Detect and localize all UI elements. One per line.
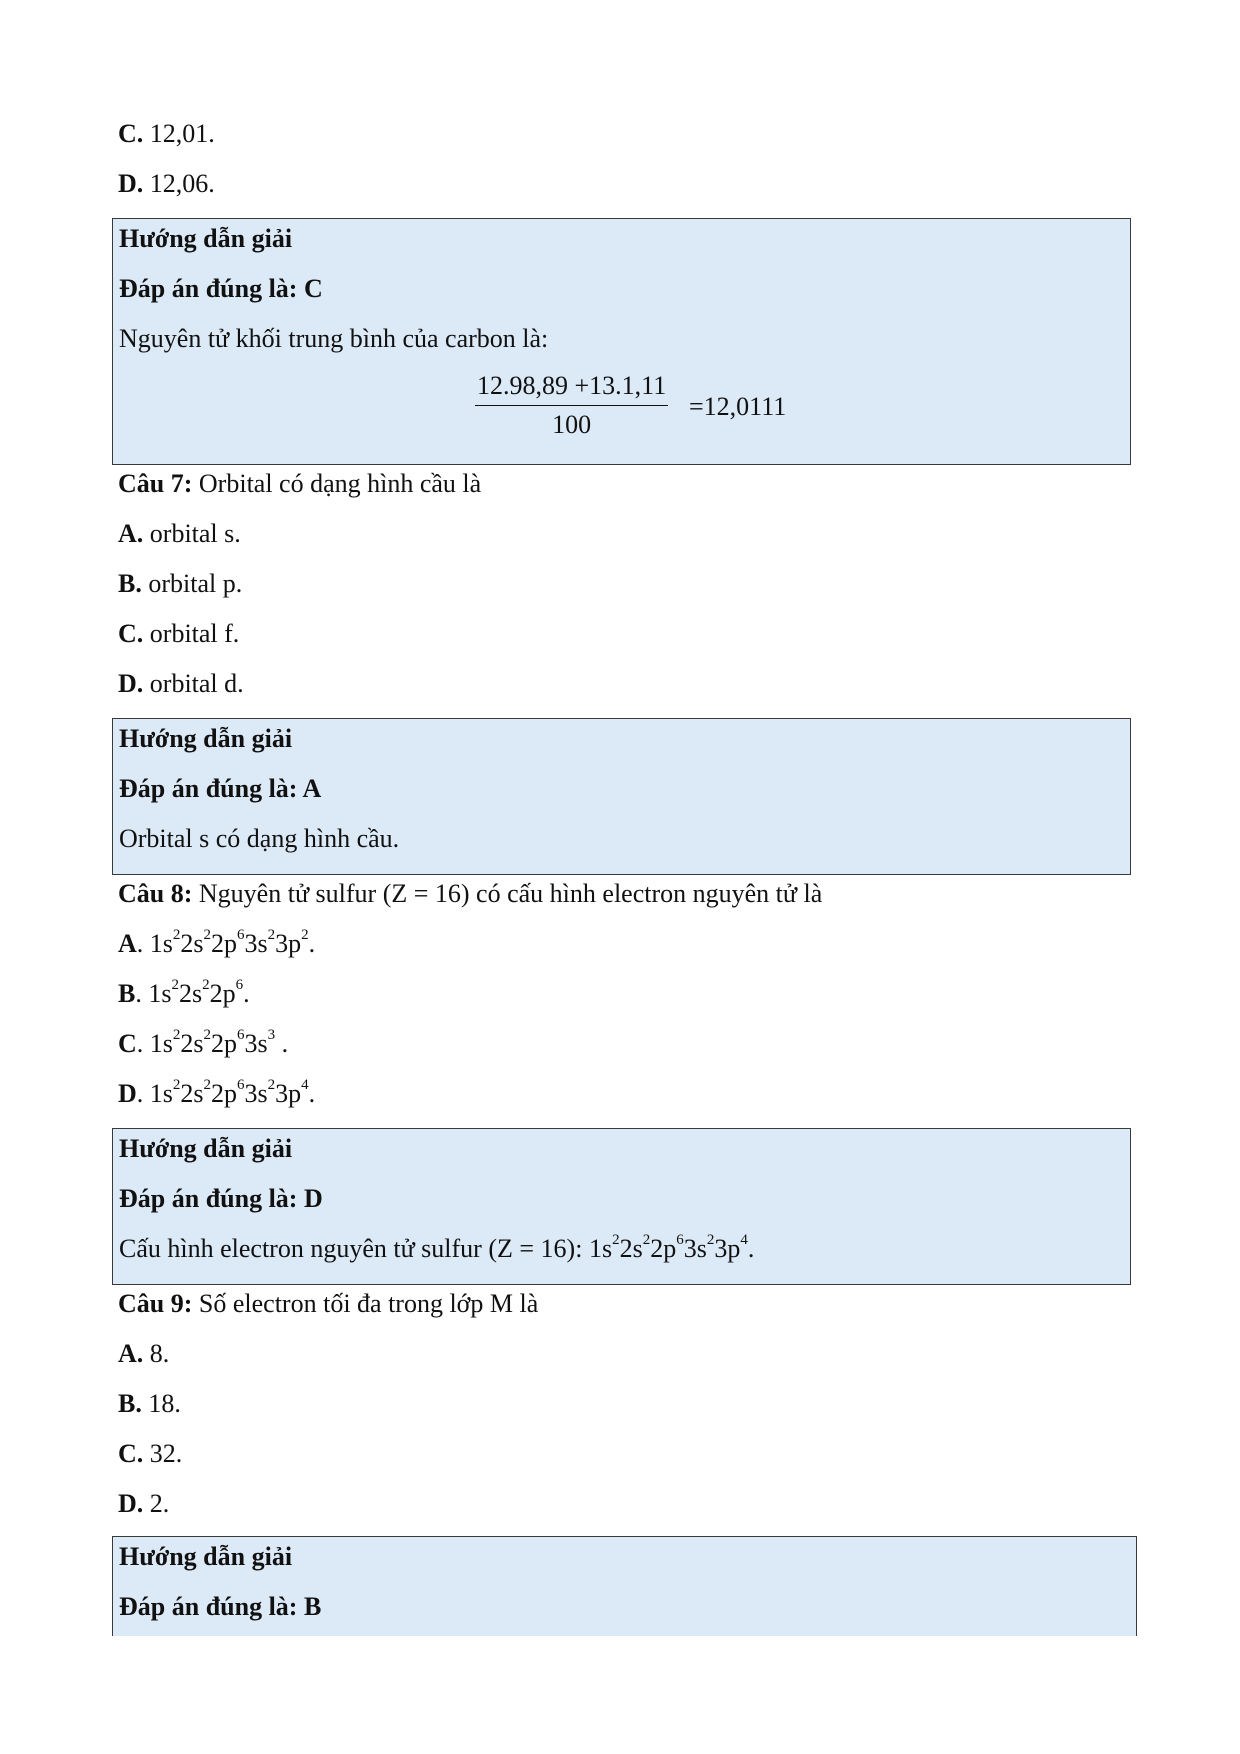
q7-solution-box (112, 718, 1131, 875)
q7-option-d: D. orbital d. (118, 669, 244, 698)
q8-option-b: B. $1s^22s^22p^6$. (118, 977, 250, 1008)
q9-option-d: D. 2. (118, 1489, 170, 1518)
q7-option-a: A. orbital s. (118, 519, 241, 548)
solution-heading: Hướng dẫn giải (119, 724, 293, 753)
q9-question: Câu 9: Số electron tối đa trong lớp M là (118, 1289, 539, 1318)
q6-solution-box (112, 218, 1131, 465)
q8-option-d: D. $1s^22s^22p^63s^23p^4$. (118, 1077, 316, 1108)
q9-solution-box (112, 1536, 1137, 1636)
q7-option-c: C. orbital f. (118, 619, 240, 648)
fraction-result: =12,0111 (689, 392, 787, 421)
solution-heading: Hướng dẫn giải (119, 1134, 293, 1163)
solution-heading: Hướng dẫn giải (119, 224, 293, 253)
solution-answer: Đáp án đúng là: D (119, 1184, 323, 1213)
solution-explanation: Orbital s có dạng hình cầu. (119, 824, 400, 853)
q6-option-d: D. 12,06. (118, 169, 215, 198)
fraction-denominator: 100 (552, 410, 592, 439)
q8-solution-box (112, 1128, 1131, 1285)
solution-explanation: Nguyên tử khối trung bình của carbon là: (119, 324, 549, 353)
q8-question: Câu 8: Nguyên tử sulfur (Z = 16) có cấu hình electron nguyên tử là (118, 879, 823, 908)
solution-answer: Đáp án đúng là: C (119, 274, 323, 303)
solution-answer: Đáp án đúng là: A (119, 774, 322, 803)
solution-heading: Hướng dẫn giải (119, 1542, 293, 1571)
q8-option-c: C. $1s^22s^22p^63s^3$ . (118, 1027, 289, 1058)
solution-answer: Đáp án đúng là: B (119, 1592, 322, 1621)
q7-question: Câu 7: Orbital có dạng hình cầu là (118, 469, 482, 498)
q6-option-c: C. 12,01. (118, 119, 215, 148)
solution-explanation: Cấu hình electron nguyên tử sulfur (Z = 16): $1s^22s^22p^63s^23p^4$. (119, 1232, 755, 1263)
fraction-numerator: 12.98,89 +13.1,11 (475, 371, 668, 406)
average-mass-fraction (475, 371, 668, 440)
q9-option-b: B. 18. (118, 1389, 181, 1418)
q9-option-a: A. 8. (118, 1339, 170, 1368)
q7-option-b: B. orbital p. (118, 569, 243, 598)
q9-option-c: C. 32. (118, 1439, 183, 1468)
q8-option-a: A. $1s^22s^22p^63s^23p^2$. (118, 927, 316, 958)
